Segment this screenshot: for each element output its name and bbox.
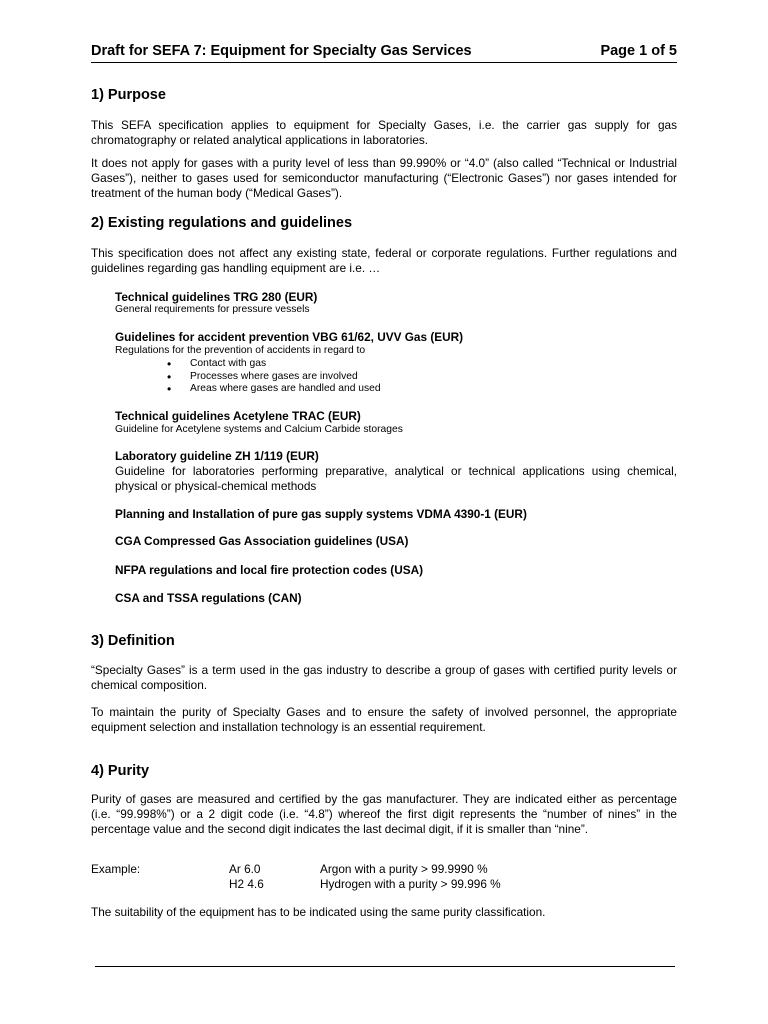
guideline-zh-title: Laboratory guideline ZH 1/119 (EUR): [115, 449, 319, 463]
page-number: Page 1 of 5: [600, 43, 677, 59]
heading-definition: 3) Definition: [91, 633, 175, 649]
guideline-trac-desc: Guideline for Acetylene systems and Calcium Carbide storages: [115, 424, 403, 435]
guideline-csa-title: CSA and TSSA regulations (CAN): [115, 591, 302, 605]
regulations-intro: This specification does not affect any existing state, federal or corporate regulations. Further regulations and guidelines regarding gas handling equipment are i.e. …: [91, 246, 677, 275]
example-1-desc: Argon with a purity > 99.9990 %: [320, 862, 488, 876]
document-title: Draft for SEFA 7: Equipment for Specialty Gas Services: [91, 43, 472, 59]
purpose-paragraph-1: This SEFA specification applies to equipment for Specialty Gases, i.e. the carrier gas supply for gas chromatography or related analytical applications in laboratories.: [91, 118, 677, 147]
definition-paragraph-2: To maintain the purity of Specialty Gases and to ensure the safety of involved personnel, the appropriate equipment selection and installation technology is an essential requirement.: [91, 705, 677, 734]
list-item: • Contact with gas: [167, 358, 381, 371]
guideline-vbg-bullets: [167, 358, 381, 396]
list-item: • Areas where gases are handled and used: [167, 383, 381, 396]
guideline-vbg-desc: Regulations for the prevention of accidents in regard to: [115, 345, 366, 356]
guideline-trg-280-desc: General requirements for pressure vessels: [115, 304, 310, 315]
guideline-nfpa-title: NFPA regulations and local fire protection codes (USA): [115, 563, 424, 577]
purity-paragraph: Purity of gases are measured and certified by the gas manufacturer. They are indicated either as percentage (i.e. “99.998%”) or a 2 digit code (i.e. “4.8”) whereof the first digit represents the “number of nines” in the percentage value and the second digit indicates the last decimal digit, if it is smaller than “nine”.: [91, 792, 677, 836]
guideline-trac-title: Technical guidelines Acetylene TRAC (EUR): [115, 409, 361, 423]
guideline-vdma-title: Planning and Installation of pure gas supply systems VDMA 4390-1 (EUR): [115, 507, 527, 521]
example-label: Example:: [91, 862, 141, 876]
footer-divider: [95, 966, 675, 967]
heading-regulations: 2) Existing regulations and guidelines: [91, 215, 353, 231]
example-2-desc: Hydrogen with a purity > 99.996 %: [320, 877, 501, 891]
heading-purity: 4) Purity: [91, 763, 150, 779]
purity-closing: The suitability of the equipment has to be indicated using the same purity classification.: [91, 905, 546, 919]
guideline-vbg-title: Guidelines for accident prevention VBG 61/62, UVV Gas (EUR): [115, 330, 464, 344]
list-item: • Processes where gases are involved: [167, 371, 381, 384]
guideline-zh-desc: Guideline for laboratories performing preparative, analytical or technical applications using chemical, physical or physical-chemical methods: [115, 464, 677, 493]
page-header: [91, 42, 677, 63]
guideline-trg-280-title: Technical guidelines TRG 280 (EUR): [115, 290, 318, 304]
example-1-code: Ar 6.0: [229, 862, 261, 876]
heading-purpose: 1) Purpose: [91, 87, 166, 103]
definition-paragraph-1: “Specialty Gases” is a term used in the gas industry to describe a group of gases with certified purity levels or chemical composition.: [91, 663, 677, 692]
guideline-cga-title: CGA Compressed Gas Association guidelines (USA): [115, 534, 409, 548]
purpose-paragraph-2: It does not apply for gases with a purity level of less than 99.990% or “4.0” (also called “Technical or Industrial Gases”), neither to gases used for semiconductor manufacturing (“Electronic Gases”) nor gases intended for treatment of the human body (“Medical Gases”).: [91, 156, 677, 200]
example-2-code: H2 4.6: [229, 877, 264, 891]
